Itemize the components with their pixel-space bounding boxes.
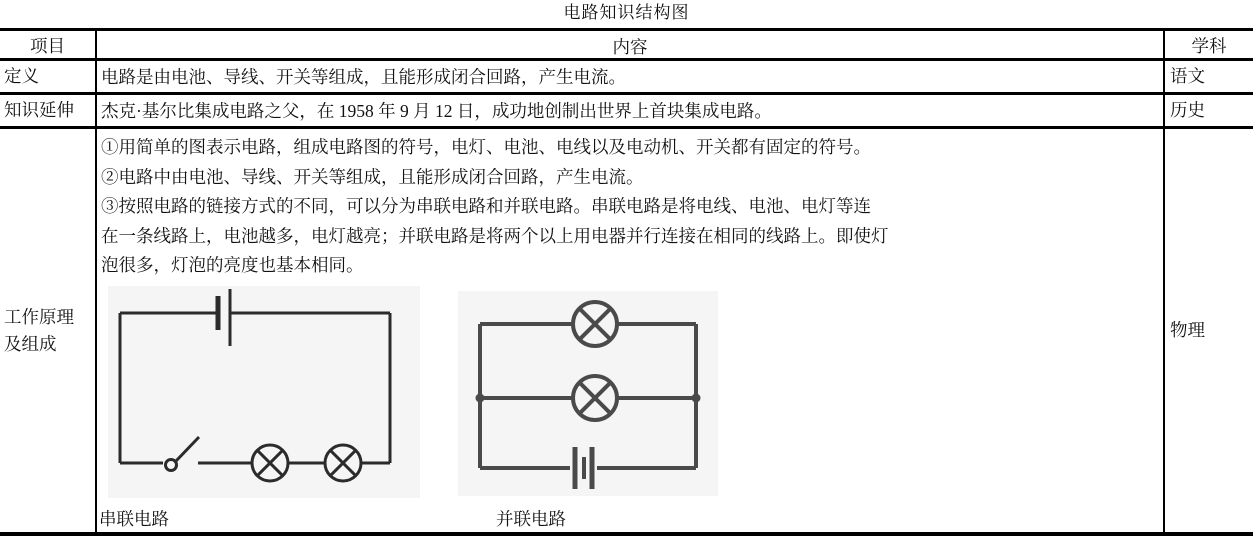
junction-dot	[692, 394, 701, 403]
table-header-row	[0, 31, 1253, 61]
series-circuit-caption: 串联电路	[99, 509, 169, 529]
text-line: ③按照电路的链接方式的不同，可以分为串联电路和并联电路。串联电路是将电线、电池、电灯等连	[101, 196, 871, 216]
table-row-definition	[0, 61, 1253, 95]
parallel-circuit-caption: 并联电路	[496, 509, 566, 529]
text-line: 在一条线路上，电池越多，电灯越亮；并联电路是将两个以上用电器并行连接在相同的线路上。即使灯	[101, 225, 889, 246]
series-circuit-diagram	[108, 286, 420, 498]
row-item-label: 工作原理及组成	[0, 129, 97, 532]
row-item-label: 定义	[0, 61, 97, 92]
table-row-principle	[0, 129, 1253, 536]
row-item-label: 知识延伸	[0, 95, 97, 126]
header-content: 内容	[97, 31, 1165, 58]
switch-icon	[166, 437, 200, 471]
header-item: 项目	[0, 31, 97, 58]
lamp-icon	[573, 302, 617, 346]
text-line: ②电路中由电池、导线、开关等组成，且能形成闭合回路，产生电流。	[101, 166, 644, 187]
lamp-icon	[325, 445, 361, 481]
knowledge-table	[0, 28, 1253, 536]
lamp-icon	[252, 445, 288, 481]
page-title: 电路知识结构图	[563, 3, 690, 22]
junction-dot	[476, 394, 485, 403]
battery-icon	[575, 447, 592, 489]
lamp-icon	[573, 376, 617, 420]
row-subject-label: 物理	[1170, 320, 1205, 340]
battery-icon	[218, 289, 230, 346]
text-line: ①用简单的图表示电路，组成电路图的符号，电灯、电池、电线以及电动机、开关都有固定的符号。	[101, 137, 871, 157]
header-subject: 学科	[1191, 36, 1227, 56]
row-subject-label: 语文	[1170, 66, 1205, 86]
text-line: 泡很多，灯泡的亮度也基本相同。	[101, 255, 364, 275]
row-content-cell	[97, 129, 1165, 532]
parallel-circuit-diagram	[458, 291, 718, 496]
principle-text-lines	[101, 132, 1157, 281]
row-content-text: 杰克·基尔比集成电路之父，在 1958 年 9 月 12 日，成功地创制出世界上首块集成电路。	[97, 95, 1165, 126]
row-subject-label: 历史	[1170, 100, 1205, 120]
table-row-extension	[0, 95, 1253, 129]
row-content-text: 电路是由电池、导线、开关等组成，且能形成闭合回路，产生电流。	[97, 61, 1165, 92]
